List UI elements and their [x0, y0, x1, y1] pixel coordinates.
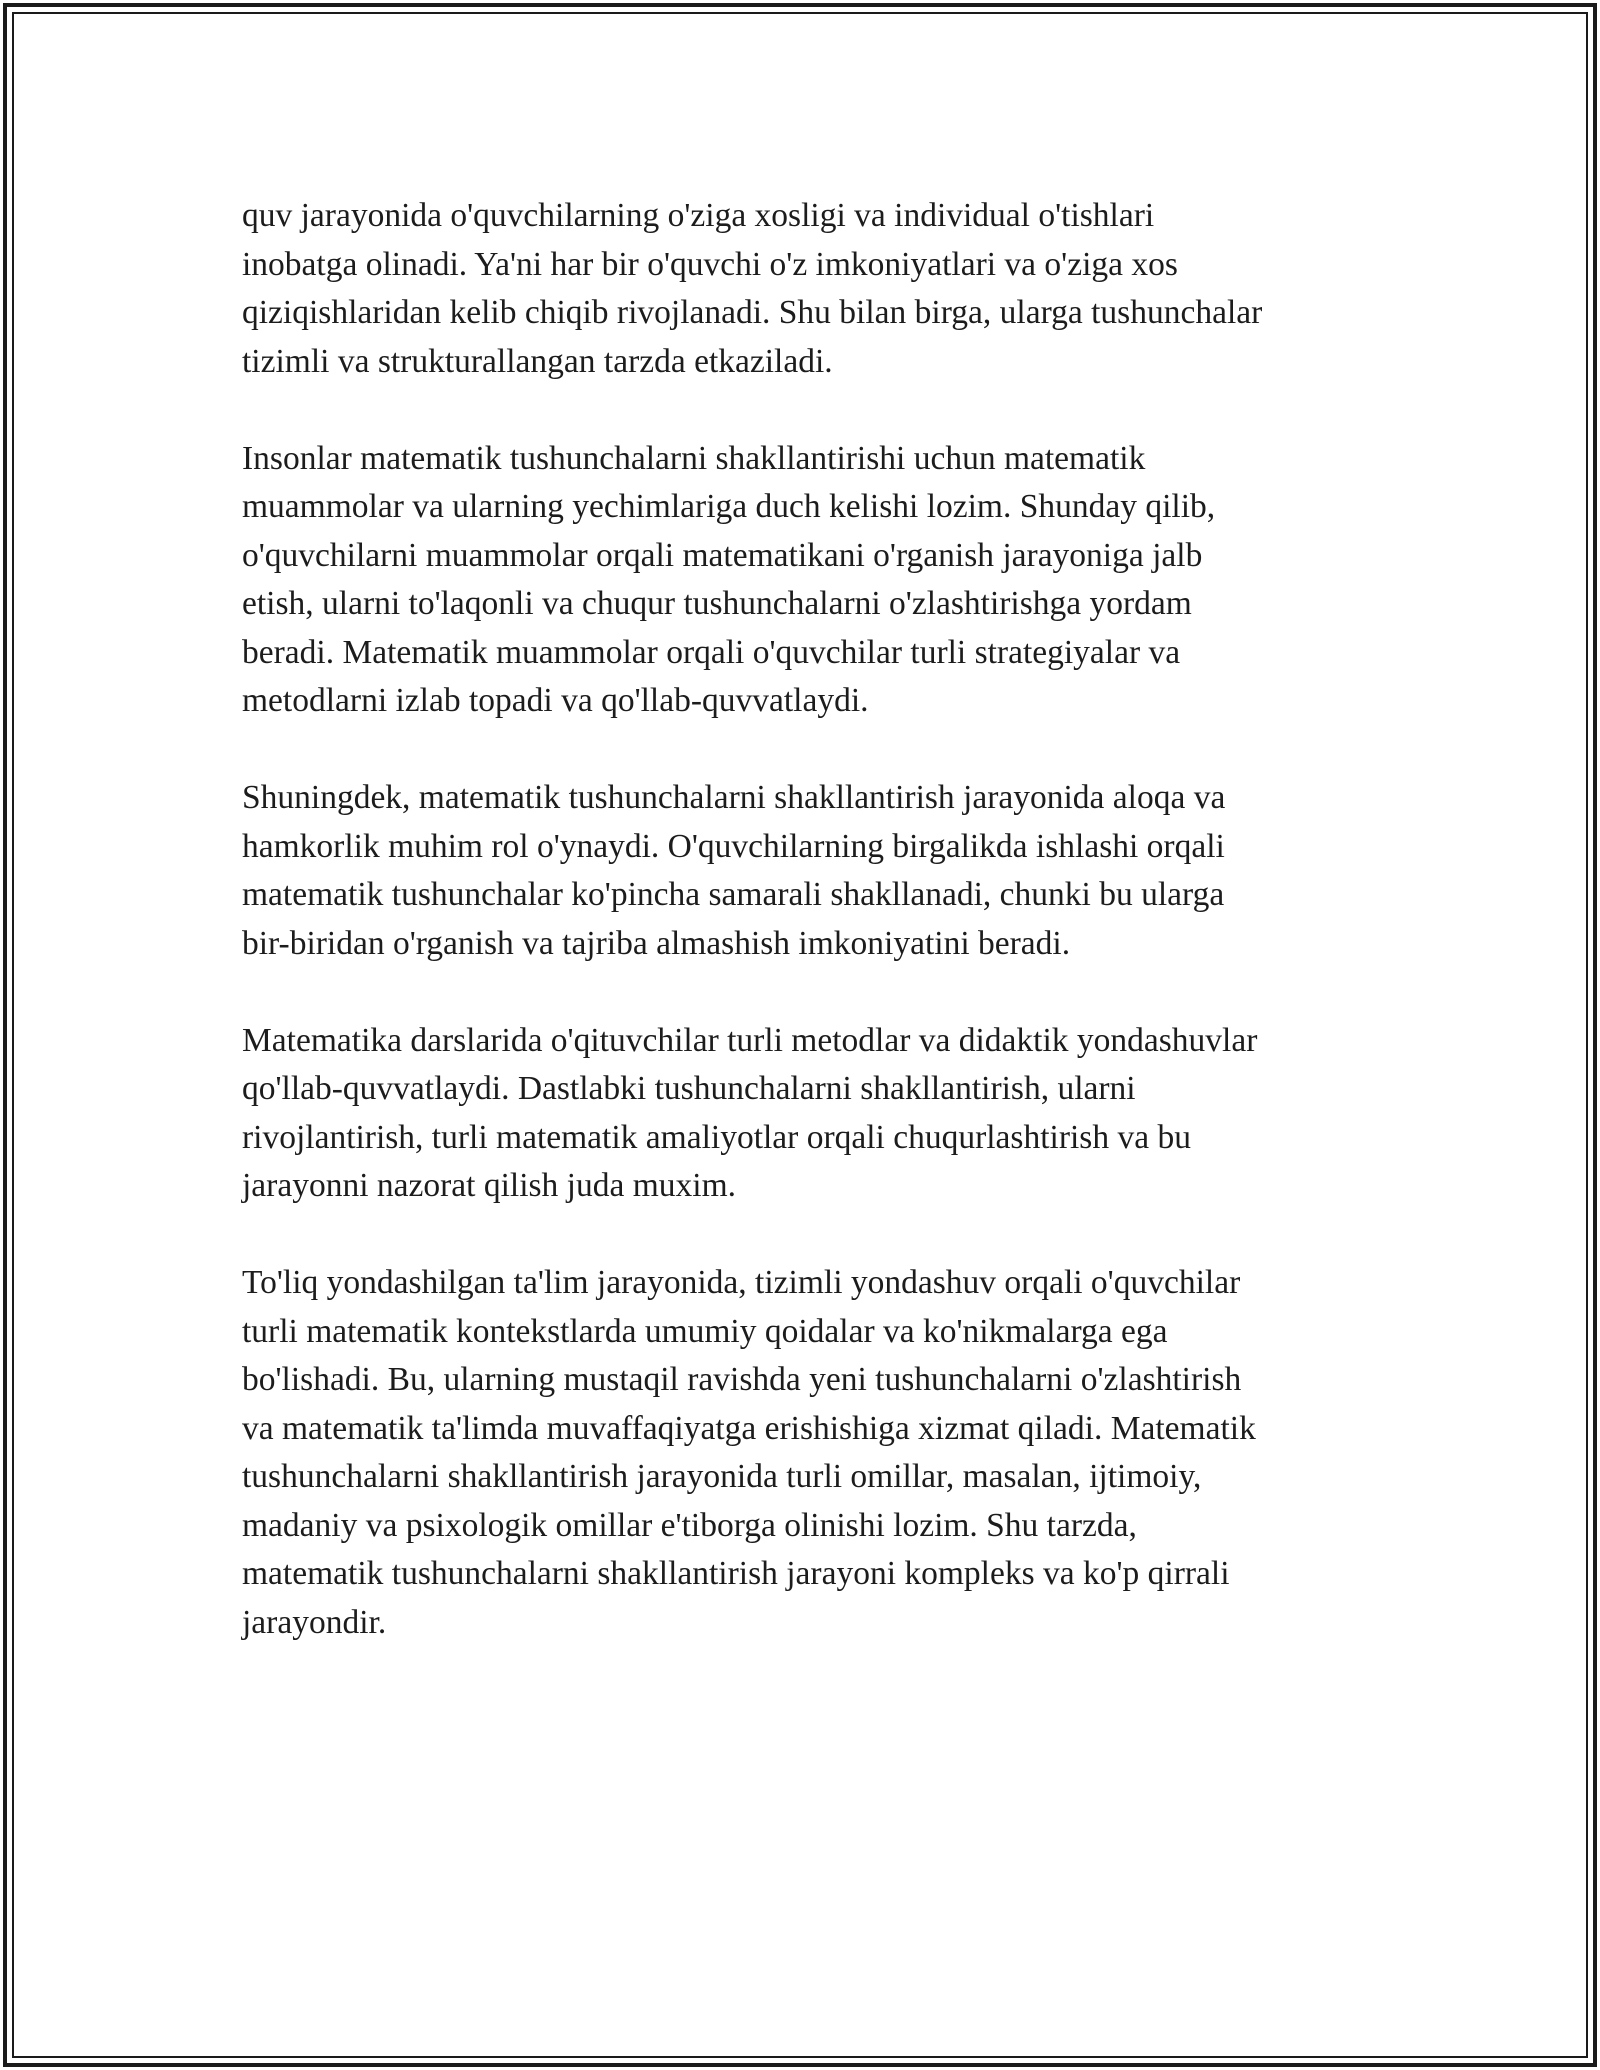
- text-line: muammolar va ularning yechimlariga duch kelishi lozim. Shunday qilib,: [242, 488, 1216, 525]
- text-line: o'quvchilarni muammolar orqali matematikani o'rganish jarayoniga jalb: [242, 536, 1203, 574]
- text-line: Shuningdek, matematik tushunchalarni shakllantirish jarayonida aloqa va: [242, 779, 1226, 816]
- text-line: To'liq yondashilgan ta'lim jarayonida, tizimli yondashuv orqali o'quvchilar: [242, 1264, 1241, 1301]
- paragraph-4: [242, 1017, 1382, 1211]
- text-line: qiziqishlaridan kelib chiqib rivojlanadi. Shu bilan birga, ularga tushunchalar: [242, 294, 1263, 331]
- text-line: rivojlantirish, turli matematik amaliyotlar orqali chuqurlashtirish va bu: [242, 1118, 1191, 1156]
- text-line: bir-biridan o'rganish va tajriba almashish imkoniyatini beradi.: [242, 924, 1071, 962]
- text-line: matematik tushunchalar ko'pincha samarali shakllanadi, chunki bu ularga: [242, 876, 1225, 913]
- text-line: quv jarayonida o'quvchilarning o'ziga xosligi va individual o'tishlari: [242, 197, 1155, 234]
- document-body: [242, 192, 1382, 1696]
- text-line: beradi. Matematik muammolar orqali o'quvchilar turli strategiyalar va: [242, 633, 1181, 671]
- text-line: tushunchalarni shakllantirish jarayonida turli omillar, masalan, ijtimoiy,: [242, 1458, 1202, 1495]
- page-frame: [3, 3, 1597, 2067]
- paragraph-3: [242, 774, 1382, 968]
- paragraph-5: [242, 1259, 1382, 1647]
- text-line: etish, ularni to'laqonli va chuqur tushunchalarni o'zlashtirishga yordam: [242, 585, 1192, 622]
- text-line: bo'lishadi. Bu, ularning mustaqil ravishda yeni tushunchalarni o'zlashtirish: [242, 1361, 1242, 1398]
- text-line: jarayonni nazorat qilish juda muxim.: [242, 1167, 737, 1204]
- text-line: metodlarni izlab topadi va qo'llab-quvvatlaydi.: [242, 682, 869, 719]
- text-line: jarayondir.: [242, 1603, 387, 1641]
- text-line: Insonlar matematik tushunchalarni shakllantirishi uchun matematik: [242, 439, 1146, 477]
- text-line: hamkorlik muhim rol o'ynaydi. O'quvchilarning birgalikda ishlashi orqali: [242, 827, 1225, 865]
- text-line: inobatga olinadi. Ya'ni har bir o'quvchi o'z imkoniyatlari va o'ziga xos: [242, 245, 1178, 283]
- text-line: matematik tushunchalarni shakllantirish jarayoni kompleks va ko'p qirrali: [242, 1555, 1230, 1592]
- text-line: qo'llab-quvvatlaydi. Dastlabki tushunchalarni shakllantirish, ularni: [242, 1070, 1136, 1107]
- text-line: Matematika darslarida o'qituvchilar turli metodlar va didaktik yondashuvlar: [242, 1021, 1258, 1059]
- text-line: va matematik ta'limda muvaffaqiyatga erishishiga xizmat qiladi. Matematik: [242, 1409, 1256, 1447]
- text-line: turli matematik kontekstlarda umumiy qoidalar va ko'nikmalarga ega: [242, 1312, 1168, 1350]
- paragraph-2: [242, 435, 1382, 726]
- text-line: tizimli va strukturallangan tarzda etkaziladi.: [242, 342, 833, 380]
- paragraph-1: [242, 192, 1382, 386]
- text-line: madaniy va psixologik omillar e'tiborga olinishi lozim. Shu tarzda,: [242, 1506, 1137, 1544]
